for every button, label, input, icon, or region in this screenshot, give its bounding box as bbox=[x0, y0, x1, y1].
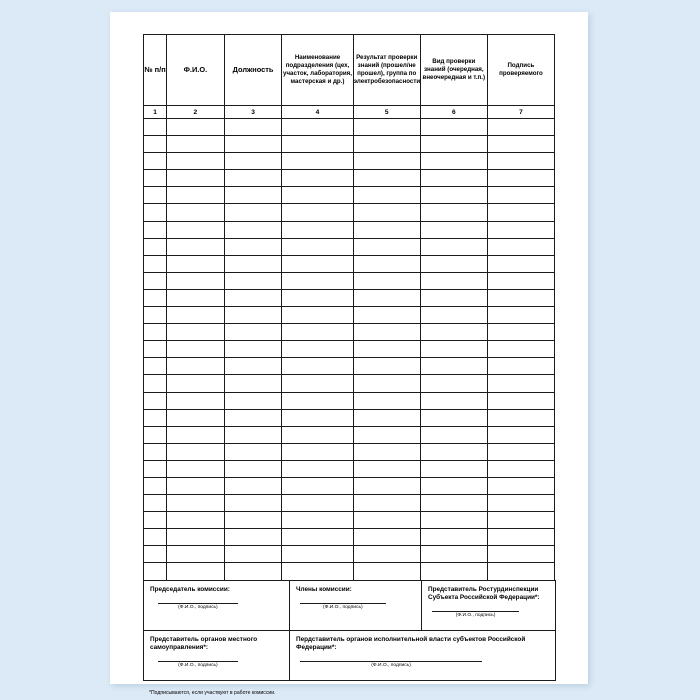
table-cell-empty[interactable] bbox=[282, 512, 353, 529]
table-cell-empty[interactable] bbox=[144, 529, 167, 546]
column-header-check-type: Вид проверки знаний (очередная, внеочередная и т.п.) bbox=[420, 35, 487, 106]
table-cell-empty[interactable] bbox=[167, 204, 225, 221]
signature-label-rostrudinspection: Представитель Ростурдинспекции Субъекта Российской Федерации*: bbox=[428, 585, 540, 601]
signature-row-1 bbox=[144, 580, 556, 630]
table-cell-empty[interactable] bbox=[487, 529, 554, 546]
table-cell-empty[interactable] bbox=[282, 392, 353, 409]
table-cell-empty[interactable] bbox=[353, 495, 420, 512]
table-cell-empty[interactable] bbox=[144, 443, 167, 460]
table-cell-empty[interactable] bbox=[282, 272, 353, 289]
table-cell-empty[interactable] bbox=[282, 238, 353, 255]
table-cell-empty[interactable] bbox=[167, 426, 225, 443]
column-number-6: 6 bbox=[420, 106, 487, 119]
table-cell-empty[interactable] bbox=[282, 341, 353, 358]
table-cell-empty[interactable] bbox=[224, 119, 282, 136]
table-cell-empty[interactable] bbox=[167, 546, 225, 563]
table-cell-empty[interactable] bbox=[144, 204, 167, 221]
table-row bbox=[144, 358, 555, 375]
table-cell-empty[interactable] bbox=[224, 392, 282, 409]
table-cell-empty[interactable] bbox=[353, 324, 420, 341]
table-cell-empty[interactable] bbox=[282, 409, 353, 426]
table-cell-empty[interactable] bbox=[420, 187, 487, 204]
table-cell-empty[interactable] bbox=[167, 289, 225, 306]
table-row bbox=[144, 119, 555, 136]
table-cell-empty[interactable] bbox=[144, 238, 167, 255]
table-cell-empty[interactable] bbox=[420, 563, 487, 580]
table-cell-empty[interactable] bbox=[144, 375, 167, 392]
table-cell-empty[interactable] bbox=[224, 204, 282, 221]
column-number-7: 7 bbox=[487, 106, 554, 119]
table-cell-empty[interactable] bbox=[144, 341, 167, 358]
table-cell-empty[interactable] bbox=[224, 495, 282, 512]
table-cell-empty[interactable] bbox=[487, 460, 554, 477]
table-cell-empty[interactable] bbox=[282, 426, 353, 443]
table-row bbox=[144, 187, 555, 204]
table-cell-empty[interactable] bbox=[282, 375, 353, 392]
table-cell-empty[interactable] bbox=[353, 375, 420, 392]
table-cell-empty[interactable] bbox=[353, 204, 420, 221]
table-cell-empty[interactable] bbox=[353, 443, 420, 460]
table-cell-empty[interactable] bbox=[224, 187, 282, 204]
signature-label-members: Члены комиссии: bbox=[296, 585, 352, 593]
table-cell-empty[interactable] bbox=[353, 289, 420, 306]
table-row bbox=[144, 255, 555, 272]
table-cell-empty[interactable] bbox=[420, 153, 487, 170]
table-cell-empty[interactable] bbox=[167, 512, 225, 529]
table-cell-empty[interactable] bbox=[224, 443, 282, 460]
table-cell-empty[interactable] bbox=[487, 272, 554, 289]
table-cell-empty[interactable] bbox=[167, 170, 225, 187]
table-cell-empty[interactable] bbox=[224, 358, 282, 375]
column-header-subdivision: Наименование подразделения (цех, участок, лаборатория, мастерская и др.) bbox=[282, 35, 353, 106]
table-cell-empty[interactable] bbox=[282, 119, 353, 136]
table-cell-empty[interactable] bbox=[487, 392, 554, 409]
table-cell-empty[interactable] bbox=[420, 119, 487, 136]
table-cell-empty[interactable] bbox=[167, 358, 225, 375]
table-cell-empty[interactable] bbox=[420, 443, 487, 460]
signature-label-executive-authority: Пердставитель органов исполнительной власти субъектов Российской Федерации*: bbox=[296, 635, 526, 651]
table-cell-empty[interactable] bbox=[420, 358, 487, 375]
table-cell-empty[interactable] bbox=[420, 238, 487, 255]
table-cell-empty[interactable] bbox=[167, 238, 225, 255]
table-header-row bbox=[144, 35, 555, 106]
form-sheet bbox=[143, 34, 555, 696]
signature-cell-rostrudinspection[interactable] bbox=[422, 580, 556, 630]
table-cell-empty[interactable] bbox=[487, 187, 554, 204]
table-cell-empty[interactable] bbox=[420, 529, 487, 546]
signature-caption-local-government: (Ф.И.О., подпись) bbox=[178, 663, 218, 669]
table-cell-empty[interactable] bbox=[353, 153, 420, 170]
table-cell-empty[interactable] bbox=[224, 512, 282, 529]
table-cell-empty[interactable] bbox=[487, 477, 554, 494]
table-row bbox=[144, 409, 555, 426]
table-cell-empty[interactable] bbox=[353, 460, 420, 477]
table-cell-empty[interactable] bbox=[167, 375, 225, 392]
table-cell-empty[interactable] bbox=[420, 495, 487, 512]
table-cell-empty[interactable] bbox=[167, 255, 225, 272]
table-row bbox=[144, 136, 555, 153]
table-cell-empty[interactable] bbox=[420, 546, 487, 563]
table-cell-empty[interactable] bbox=[144, 136, 167, 153]
table-cell-empty[interactable] bbox=[224, 563, 282, 580]
signature-caption-chairman: (Ф.И.О., подпись) bbox=[178, 604, 218, 610]
table-cell-empty[interactable] bbox=[487, 238, 554, 255]
table-cell-empty[interactable] bbox=[167, 153, 225, 170]
table-row bbox=[144, 546, 555, 563]
table-cell-empty[interactable] bbox=[144, 460, 167, 477]
table-cell-empty[interactable] bbox=[224, 477, 282, 494]
table-cell-empty[interactable] bbox=[420, 392, 487, 409]
table-cell-empty[interactable] bbox=[353, 119, 420, 136]
table-cell-empty[interactable] bbox=[487, 221, 554, 238]
table-row bbox=[144, 392, 555, 409]
table-number-row bbox=[144, 106, 555, 119]
table-cell-empty[interactable] bbox=[487, 546, 554, 563]
column-number-3: 3 bbox=[224, 106, 282, 119]
table-cell-empty[interactable] bbox=[282, 221, 353, 238]
table-cell-empty[interactable] bbox=[487, 443, 554, 460]
table-row bbox=[144, 375, 555, 392]
table-cell-empty[interactable] bbox=[282, 324, 353, 341]
table-body bbox=[144, 119, 555, 581]
column-header-position: Должность bbox=[224, 35, 282, 106]
table-cell-empty[interactable] bbox=[353, 477, 420, 494]
table-cell-empty[interactable] bbox=[224, 289, 282, 306]
table-cell-empty[interactable] bbox=[487, 563, 554, 580]
table-cell-empty[interactable] bbox=[353, 221, 420, 238]
table-cell-empty[interactable] bbox=[167, 119, 225, 136]
knowledge-check-table bbox=[143, 34, 555, 581]
table-cell-empty[interactable] bbox=[167, 443, 225, 460]
table-cell-empty[interactable] bbox=[353, 409, 420, 426]
table-cell-empty[interactable] bbox=[224, 426, 282, 443]
table-cell-empty[interactable] bbox=[353, 529, 420, 546]
table-cell-empty[interactable] bbox=[224, 272, 282, 289]
table-cell-empty[interactable] bbox=[487, 204, 554, 221]
table-cell-empty[interactable] bbox=[167, 460, 225, 477]
signature-caption-rostrudinspection: (Ф.И.О., подпись) bbox=[455, 613, 496, 619]
table-cell-empty[interactable] bbox=[420, 255, 487, 272]
table-cell-empty[interactable] bbox=[282, 563, 353, 580]
column-number-5: 5 bbox=[353, 106, 420, 119]
table-cell-empty[interactable] bbox=[420, 512, 487, 529]
table-cell-empty[interactable] bbox=[353, 426, 420, 443]
footnote-text: *Подписываются, если участвуют в работе комиссии. bbox=[149, 689, 276, 696]
table-cell-empty[interactable] bbox=[353, 546, 420, 563]
table-row bbox=[144, 341, 555, 358]
table-row bbox=[144, 477, 555, 494]
signature-caption-members: (Ф.И.О., подпись) bbox=[323, 604, 363, 610]
table-cell-empty[interactable] bbox=[224, 375, 282, 392]
table-cell-empty[interactable] bbox=[144, 272, 167, 289]
signature-caption-executive-authority: (Ф.И.О., подпись) bbox=[371, 663, 411, 669]
table-cell-empty[interactable] bbox=[144, 221, 167, 238]
table-row bbox=[144, 495, 555, 512]
table-cell-empty[interactable] bbox=[224, 221, 282, 238]
table-cell-empty[interactable] bbox=[167, 324, 225, 341]
table-cell-empty[interactable] bbox=[144, 477, 167, 494]
table-cell-empty[interactable] bbox=[167, 392, 225, 409]
table-row bbox=[144, 529, 555, 546]
table-cell-empty[interactable] bbox=[224, 324, 282, 341]
signature-cell-members[interactable] bbox=[290, 580, 422, 630]
table-cell-empty[interactable] bbox=[420, 409, 487, 426]
table-cell-empty[interactable] bbox=[167, 495, 225, 512]
table-cell-empty[interactable] bbox=[420, 289, 487, 306]
table-cell-empty[interactable] bbox=[144, 119, 167, 136]
table-cell-empty[interactable] bbox=[224, 529, 282, 546]
table-cell-empty[interactable] bbox=[282, 255, 353, 272]
table-cell-empty[interactable] bbox=[144, 495, 167, 512]
table-cell-empty[interactable] bbox=[144, 307, 167, 324]
table-cell-empty[interactable] bbox=[353, 255, 420, 272]
table-cell-empty[interactable] bbox=[167, 477, 225, 494]
table-cell-empty[interactable] bbox=[282, 546, 353, 563]
table-cell-empty[interactable] bbox=[487, 358, 554, 375]
table-cell-empty[interactable] bbox=[167, 409, 225, 426]
table-cell-empty[interactable] bbox=[167, 341, 225, 358]
table-row bbox=[144, 426, 555, 443]
table-cell-empty[interactable] bbox=[282, 170, 353, 187]
column-number-1: 1 bbox=[144, 106, 167, 119]
table-cell-empty[interactable] bbox=[144, 324, 167, 341]
table-cell-empty[interactable] bbox=[144, 289, 167, 306]
table-cell-empty[interactable] bbox=[353, 187, 420, 204]
table-cell-empty[interactable] bbox=[420, 221, 487, 238]
table-cell-empty[interactable] bbox=[167, 307, 225, 324]
table-cell-empty[interactable] bbox=[487, 324, 554, 341]
table-cell-empty[interactable] bbox=[487, 375, 554, 392]
table-cell-empty[interactable] bbox=[224, 255, 282, 272]
column-header-result: Результат проверки знаний (прошел/не прошел), группа по электробезопасности bbox=[353, 35, 420, 106]
table-cell-empty[interactable] bbox=[224, 546, 282, 563]
table-cell-empty[interactable] bbox=[282, 477, 353, 494]
table-cell-empty[interactable] bbox=[144, 512, 167, 529]
table-row bbox=[144, 221, 555, 238]
column-header-signature: Подпись проверяемого bbox=[487, 35, 554, 106]
table-cell-empty[interactable] bbox=[167, 187, 225, 204]
table-row bbox=[144, 289, 555, 306]
table-cell-empty[interactable] bbox=[282, 529, 353, 546]
table-cell-empty[interactable] bbox=[224, 341, 282, 358]
table-row bbox=[144, 204, 555, 221]
table-row bbox=[144, 563, 555, 580]
table-cell-empty[interactable] bbox=[224, 153, 282, 170]
table-cell-empty[interactable] bbox=[487, 136, 554, 153]
column-header-fio: Ф.И.О. bbox=[167, 35, 225, 106]
table-cell-empty[interactable] bbox=[353, 512, 420, 529]
signature-line-members bbox=[300, 603, 386, 604]
table-cell-empty[interactable] bbox=[224, 460, 282, 477]
table-cell-empty[interactable] bbox=[420, 307, 487, 324]
table-cell-empty[interactable] bbox=[167, 221, 225, 238]
table-cell-empty[interactable] bbox=[487, 495, 554, 512]
table-cell-empty[interactable] bbox=[353, 341, 420, 358]
table-cell-empty[interactable] bbox=[420, 272, 487, 289]
table-cell-empty[interactable] bbox=[144, 546, 167, 563]
table-cell-empty[interactable] bbox=[167, 529, 225, 546]
table-cell-empty[interactable] bbox=[487, 307, 554, 324]
table-row bbox=[144, 512, 555, 529]
table-cell-empty[interactable] bbox=[224, 238, 282, 255]
table-cell-empty[interactable] bbox=[420, 460, 487, 477]
signature-cell-executive-authority[interactable] bbox=[290, 630, 556, 680]
table-cell-empty[interactable] bbox=[420, 136, 487, 153]
table-cell-empty[interactable] bbox=[420, 426, 487, 443]
table-cell-empty[interactable] bbox=[282, 289, 353, 306]
table-cell-empty[interactable] bbox=[144, 187, 167, 204]
table-cell-empty[interactable] bbox=[282, 443, 353, 460]
table-cell-empty[interactable] bbox=[144, 255, 167, 272]
table-cell-empty[interactable] bbox=[282, 136, 353, 153]
signature-line-chairman bbox=[158, 603, 238, 604]
table-cell-empty[interactable] bbox=[144, 409, 167, 426]
table-cell-empty[interactable] bbox=[224, 409, 282, 426]
signature-block bbox=[143, 580, 556, 681]
table-cell-empty[interactable] bbox=[282, 495, 353, 512]
table-cell-empty[interactable] bbox=[487, 255, 554, 272]
table-cell-empty[interactable] bbox=[487, 409, 554, 426]
table-cell-empty[interactable] bbox=[224, 307, 282, 324]
table-cell-empty[interactable] bbox=[353, 238, 420, 255]
table-cell-empty[interactable] bbox=[487, 341, 554, 358]
table-cell-empty[interactable] bbox=[282, 153, 353, 170]
table-cell-empty[interactable] bbox=[144, 170, 167, 187]
column-header-number: № п/п bbox=[144, 35, 167, 106]
signature-label-chairman: Председатель комиссии: bbox=[150, 585, 230, 593]
column-number-2: 2 bbox=[167, 106, 225, 119]
table-cell-empty[interactable] bbox=[353, 358, 420, 375]
table-row bbox=[144, 272, 555, 289]
table-cell-empty[interactable] bbox=[224, 170, 282, 187]
signature-row-2 bbox=[144, 630, 556, 680]
table-cell-empty[interactable] bbox=[353, 307, 420, 324]
table-cell-empty[interactable] bbox=[282, 358, 353, 375]
table-cell-empty[interactable] bbox=[487, 119, 554, 136]
signature-cell-chairman[interactable] bbox=[144, 580, 290, 630]
table-cell-empty[interactable] bbox=[420, 204, 487, 221]
table-cell-empty[interactable] bbox=[353, 272, 420, 289]
table-cell-empty[interactable] bbox=[420, 324, 487, 341]
table-cell-empty[interactable] bbox=[420, 375, 487, 392]
table-cell-empty[interactable] bbox=[353, 136, 420, 153]
table-row bbox=[144, 170, 555, 187]
table-cell-empty[interactable] bbox=[420, 341, 487, 358]
table-cell-empty[interactable] bbox=[420, 477, 487, 494]
table-cell-empty[interactable] bbox=[487, 426, 554, 443]
table-cell-empty[interactable] bbox=[487, 289, 554, 306]
table-cell-empty[interactable] bbox=[282, 187, 353, 204]
table-cell-empty[interactable] bbox=[353, 392, 420, 409]
table-cell-empty[interactable] bbox=[144, 392, 167, 409]
table-row bbox=[144, 460, 555, 477]
table-cell-empty[interactable] bbox=[144, 563, 167, 580]
table-cell-empty[interactable] bbox=[167, 272, 225, 289]
table-cell-empty[interactable] bbox=[144, 153, 167, 170]
signature-cell-local-government[interactable] bbox=[144, 630, 290, 680]
table-row bbox=[144, 443, 555, 460]
table-row bbox=[144, 324, 555, 341]
table-cell-empty[interactable] bbox=[353, 563, 420, 580]
table-cell-empty[interactable] bbox=[487, 170, 554, 187]
table-cell-empty[interactable] bbox=[282, 204, 353, 221]
table-row bbox=[144, 307, 555, 324]
table-cell-empty[interactable] bbox=[144, 358, 167, 375]
column-number-4: 4 bbox=[282, 106, 353, 119]
table-cell-empty[interactable] bbox=[167, 136, 225, 153]
table-cell-empty[interactable] bbox=[224, 136, 282, 153]
table-cell-empty[interactable] bbox=[144, 426, 167, 443]
table-cell-empty[interactable] bbox=[167, 563, 225, 580]
table-cell-empty[interactable] bbox=[282, 460, 353, 477]
table-row bbox=[144, 238, 555, 255]
document-page bbox=[110, 12, 588, 696]
table-cell-empty[interactable] bbox=[282, 307, 353, 324]
table-row bbox=[144, 153, 555, 170]
table-cell-empty[interactable] bbox=[420, 170, 487, 187]
table-cell-empty[interactable] bbox=[487, 153, 554, 170]
table-cell-empty[interactable] bbox=[487, 512, 554, 529]
signature-label-local-government: Представитель органов местного самоуправления*: bbox=[150, 635, 258, 651]
table-cell-empty[interactable] bbox=[353, 170, 420, 187]
